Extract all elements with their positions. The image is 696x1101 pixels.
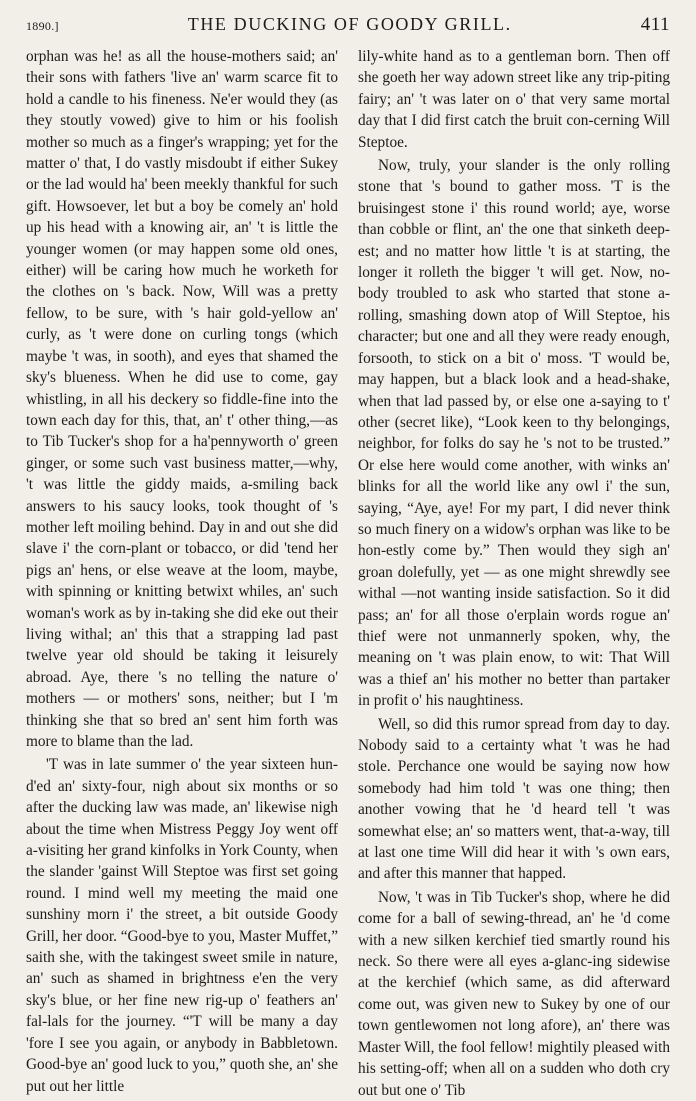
paragraph: Now, truly, your slander is the only rolling stone that 's bound to gather moss. 'T is the bruisingest stone i' this round world; aye, worse than cobble or flint, an' the one that sinketh deep-est; and no matter how little 't is at starting, the longer it rolleth the bigger 't will get. Now, no-body troubled to ask who started that stone a-rolling, smashing down atop of Will Steptoe, his character; but one and all they were ready enough, forsooth, to stick on a bit o' moss. 'T would be, may happen, but a black look and a head-shake, when that lad passed by, or else one a-saying to t' other (secret like), “Look keen to thy belongings, neighbor, for folks do say he 's not to be trusted.” Or else here would come another, with winks an' blinks for all the world like any owl i' the sun, saying, “Aye, aye! For my part, I did never think so much finery on a widow's orphan was like to be hon-estly come by.” Then would they sigh an' groan dolefully, yet — as one might shrewdly see withal —not wanting inside satisfaction. So it did pass; an' for all those o'erplain words rogue an' thief were not unmannerly spoken, why, the meaning on 't was plain enow, to wit: That Will was a thief an' his mother no better than partaker in profit o' his naughtiness. xyxy=(358,157,670,710)
paragraph: Well, so did this rumor spread from day to day. Nobody said to a certainty what 't was he had stole. Perchance one would be saying now how somebody had him told 't was one thing; then another vowing that he 'd heard tell 't was somewhat else; an' so matters went, that-a-way, till at last one time Will did hear it with 's own ears, and after this manner that happed. xyxy=(358,715,670,883)
page-number: 411 xyxy=(640,14,670,35)
issue-date: 1890.] xyxy=(26,19,59,33)
right-column xyxy=(358,46,670,1101)
paragraph: orphan was he! as all the house-mothers said; an' their sons with fathers 'live an' warm scarce fit to hold a candle to his fineness. Ne'er would they (as they stoutly vowed) give to him or his foolish mother so much as a finger's wrapping; yet for the matter o' that, I do vastly misdoubt if either Sukey or the lad would ha' been meekly thankful for such gift. Howsoever, let but a boy be comely an' hold up his head with a knowing air, an' 't is little the younger women (or may happen some old ones, either) will be caring how much he worketh for the clothes on 's back. Now, Will was a pretty fellow, to be sure, with 's hair gold-yellow an' curly, as 't were done on curling tongs (which maybe 't was, in sooth), and eyes that shamed the sky's blueness. When he did use to come, gay whistling, in all his deckery so fiddle-fine into the town each day for this, that, an' t' other thing,—as to Tib Tucker's shop for a ha'pennyworth o' green ginger, or some such vast business matter,—why, 't was little the giddy maids, a-smiling back answers to his saucy looks, took thought of 's mother left moiling behind. Day in and out she did slave i' the corn-plant or tobacco, or did 'tend her pigs an' hens, or else weave at the loom, maybe, with spinning or knitting betwixt whiles, an' such woman's work as by in-taking she did eke out their living withal; an' this that a strapping lad past twelve year old should be taking it leisurely abroad. Aye, there 's no telling the nature o' mothers — or mothers' sons, neither; but I 'm thinking she that so bred an' sent him forth was more to blame than the lad. xyxy=(26,48,338,750)
paragraph: lily-white hand as to a gentleman born. Then off she goeth her way adown street like any trip-piting fairy; an' 't was later on o' that very same mortal day that I did first catch the bruit con-cerning Will Steptoe. xyxy=(358,48,670,151)
paragraph: Now, 't was in Tib Tucker's shop, where he did come for a ball of sewing-thread, an' he 'd come with a new silken kerchief tied smartly round his neck. So there were all eyes a-glanc-ing sidewise at the kerchief (which same, as did afterward come out, was given new to Sukey by one of our town gentlewomen not long afore), an' there was Master Will, the fool fellow! mightily pleased with his setting-off; when all on a sudden who doth cry out but one o' Tib xyxy=(358,888,670,1099)
text-columns xyxy=(26,46,670,1101)
paragraph: 'T was in late summer o' the year sixteen hun-d'ed an' sixty-four, nigh about six months or so after the ducking law was made, an' likewise nigh about the time when Mistress Peggy Joy went off a-visiting her grand kinfolks in York County, when the slander 'gainst Will Steptoe was first set going round. I mind well my meeting the maid one sunshiny morn i' the street, a bit outside Goody Grill, her door. “Good-bye to you, Master Muffet,” saith she, with the takingest sweet smile in nature, an' such as shamed in brightness e'en the very sky's blue, or her fine new rig-up o' feathers an' fal-lals for the journey. “'T will be many a day 'fore I see you again, or anybody in Babbletown. Good-bye an' good luck to you,” quoth she, an' she put out her little xyxy=(26,756,338,1095)
left-column xyxy=(26,46,338,1101)
running-title: THE DUCKING OF GOODY GRILL. xyxy=(187,14,512,34)
page-header xyxy=(26,14,670,44)
